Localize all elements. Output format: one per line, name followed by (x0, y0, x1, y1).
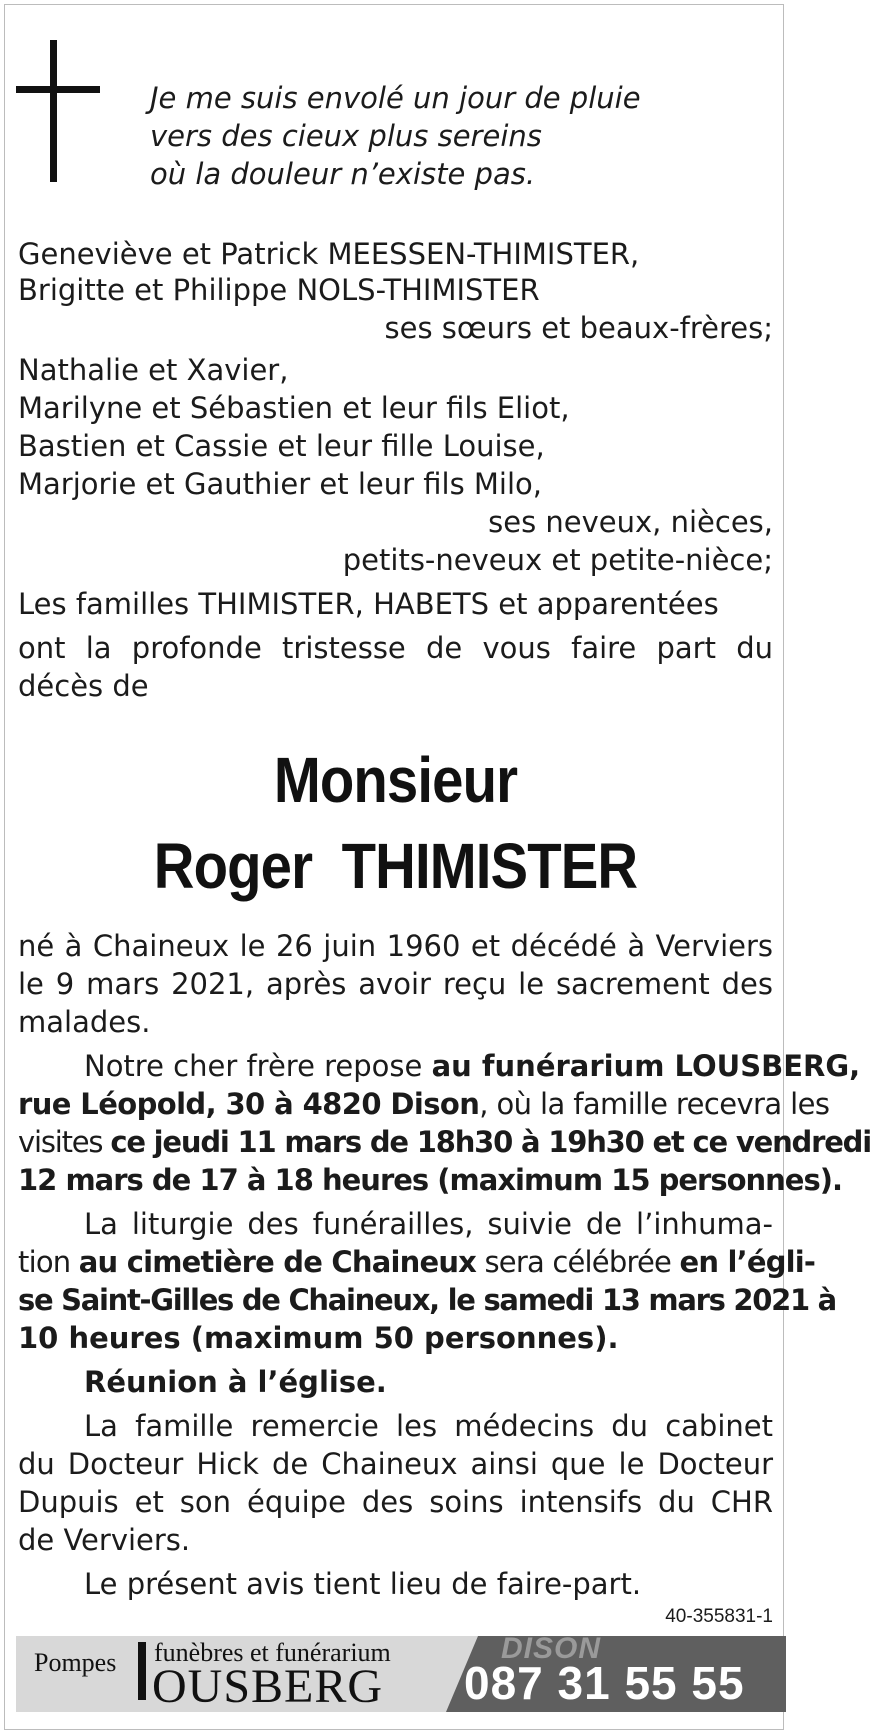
birth-line: malades. (18, 1005, 151, 1039)
thanks-line: du Docteur Hick de Chaineux ainsi que le Docteur (18, 1447, 773, 1481)
funeral-home-banner (16, 1632, 770, 1713)
visit-line: visites ce jeudi 11 mars de 18h30 à 19h30 et ce vendredi (18, 1125, 871, 1159)
funeral-line: 10 heures (maximum 50 personnes). (18, 1321, 619, 1355)
thanks-line: La famille remercie les médecins du cabinet (84, 1409, 773, 1443)
visit-line: 12 mars de 17 à 18 heures (maximum 15 personnes). (18, 1163, 843, 1197)
visit-line: Notre cher frère repose au funérarium LOUSBERG, (84, 1049, 861, 1083)
banner-l-letter (138, 1642, 146, 1700)
banner-dison: DISON (501, 1632, 602, 1665)
funeral-line: se Saint-Gilles de Chaineux, le samedi 13 mars 2021 à (18, 1283, 836, 1317)
deceased-name: Roger THIMISTER (153, 830, 638, 902)
family-line: Brigitte et Philippe NOLS-THIMISTER (18, 273, 540, 307)
poem-line: où la douleur n’existe pas. (150, 157, 536, 191)
cross-icon-bar (16, 86, 100, 93)
birth-line: le 9 mars 2021, après avoir reçu le sacrement des (18, 967, 773, 1001)
deceased-title: Monsieur (273, 744, 518, 816)
family-line: Nathalie et Xavier, (18, 353, 289, 387)
family-line: Bastien et Cassie et leur fille Louise, (18, 429, 545, 463)
family-line: Marilyne et Sébastien et leur fils Eliot, (18, 391, 570, 425)
birth-line: né à Chaineux le 26 juin 1960 et décédé à Verviers (18, 929, 773, 963)
cross-icon (50, 40, 57, 182)
banner-pompes: Pompes (34, 1648, 117, 1677)
thanks-line: Dupuis et son équipe des soins intensifs du CHR (18, 1485, 773, 1519)
announce-line: ont la profonde tristesse de vous faire part du (18, 631, 773, 665)
funeral-line: La liturgie des funérailles, suivie de l’inhuma- (84, 1207, 773, 1241)
banner-phone: 087 31 55 55 (464, 1657, 745, 1709)
visit-line: rue Léopold, 30 à 4820 Dison, où la famille recevra les (18, 1087, 830, 1121)
funeral-line: tion au cimetière de Chaineux sera célébrée en l’égli- (18, 1245, 816, 1279)
banner-lousberg: OUSBERG (152, 1660, 384, 1713)
family-role: petits-neveux et petite-nièce; (342, 543, 773, 577)
announce-line: décès de (18, 669, 149, 703)
reference-number: 40-355831-1 (665, 1606, 773, 1627)
family-line: Marjorie et Gauthier et leur fils Milo, (18, 467, 542, 501)
poem-line: Je me suis envolé un jour de pluie (150, 81, 641, 115)
family-role: ses neveux, nièces, (488, 505, 773, 539)
closing-line: Le présent avis tient lieu de faire-part. (84, 1567, 642, 1601)
poem-line: vers des cieux plus sereins (150, 119, 542, 153)
thanks-line: de Verviers. (18, 1523, 191, 1557)
family-line: Les familles THIMISTER, HABETS et apparentées (18, 587, 719, 621)
banner-funebres: funèbres et funérarium (154, 1638, 391, 1667)
reunion-note: Réunion à l’église. (84, 1365, 387, 1399)
family-line: Geneviève et Patrick MEESSEN-THIMISTER, (18, 237, 640, 271)
family-role: ses sœurs et beaux-frères; (384, 311, 773, 345)
